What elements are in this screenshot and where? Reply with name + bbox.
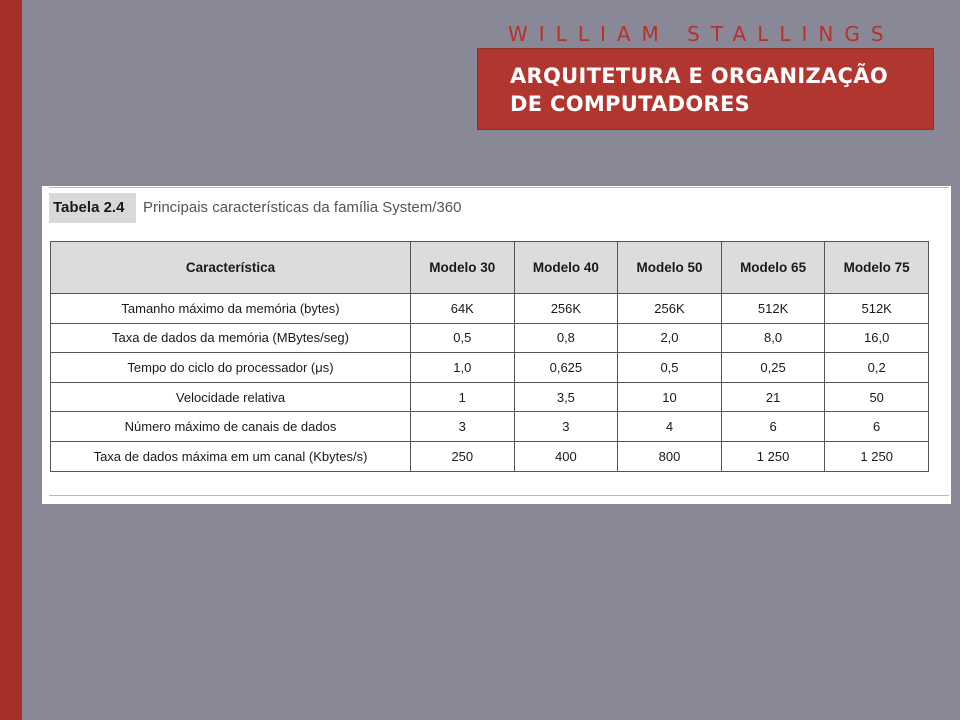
table-cell: 512K bbox=[721, 294, 825, 324]
book-title-line-1: ARQUITETURA E ORGANIZAÇÃO bbox=[510, 64, 888, 88]
table-cell: 4 bbox=[618, 412, 722, 442]
table-cell: 800 bbox=[618, 441, 722, 471]
author-name: WILLIAM STALLINGS bbox=[508, 22, 895, 46]
table-cell: 0,5 bbox=[618, 353, 722, 383]
table-cell: 1 bbox=[411, 382, 515, 412]
column-header: Modelo 65 bbox=[721, 242, 825, 294]
table-figure bbox=[42, 186, 951, 504]
table-row bbox=[51, 353, 929, 383]
table-cell: 21 bbox=[721, 382, 825, 412]
table-cell: 3 bbox=[514, 412, 618, 442]
table-cell: 512K bbox=[825, 294, 929, 324]
table-cell: 3 bbox=[411, 412, 515, 442]
table-caption: Principais características da família System/360 bbox=[143, 199, 462, 216]
table-cell: 0,2 bbox=[825, 353, 929, 383]
row-label: Taxa de dados máxima em um canal (Kbytes/s) bbox=[51, 441, 411, 471]
table-cell: 10 bbox=[618, 382, 722, 412]
table-cell: 2,0 bbox=[618, 323, 722, 353]
book-title-line-2: DE COMPUTADORES bbox=[510, 92, 751, 116]
table-cell: 0,25 bbox=[721, 353, 825, 383]
table-cell: 400 bbox=[514, 441, 618, 471]
table-cell: 64K bbox=[411, 294, 515, 324]
row-label: Velocidade relativa bbox=[51, 382, 411, 412]
column-header: Modelo 50 bbox=[618, 242, 722, 294]
table-cell: 256K bbox=[514, 294, 618, 324]
table-row bbox=[51, 441, 929, 471]
row-label: Tamanho máximo da memória (bytes) bbox=[51, 294, 411, 324]
table-header-row bbox=[51, 242, 929, 294]
row-label: Número máximo de canais de dados bbox=[51, 412, 411, 442]
specs-table bbox=[50, 241, 929, 472]
table-cell: 6 bbox=[825, 412, 929, 442]
table-cell: 256K bbox=[618, 294, 722, 324]
table-row bbox=[51, 323, 929, 353]
row-label: Tempo do ciclo do processador (μs) bbox=[51, 353, 411, 383]
column-header: Característica bbox=[51, 242, 411, 294]
column-header: Modelo 40 bbox=[514, 242, 618, 294]
column-header: Modelo 30 bbox=[411, 242, 515, 294]
table-cell: 50 bbox=[825, 382, 929, 412]
table-row bbox=[51, 382, 929, 412]
book-title-banner bbox=[477, 48, 934, 130]
figure-bottom-rule bbox=[49, 495, 949, 496]
table-row bbox=[51, 294, 929, 324]
table-cell: 0,8 bbox=[514, 323, 618, 353]
table-label: Tabela 2.4 bbox=[49, 193, 136, 223]
table-cell: 0,625 bbox=[514, 353, 618, 383]
table-cell: 8,0 bbox=[721, 323, 825, 353]
table-cell: 16,0 bbox=[825, 323, 929, 353]
table-row bbox=[51, 412, 929, 442]
left-accent-bar bbox=[0, 0, 22, 720]
table-cell: 3,5 bbox=[514, 382, 618, 412]
table-cell: 0,5 bbox=[411, 323, 515, 353]
table-cell: 1 250 bbox=[721, 441, 825, 471]
table-cell: 250 bbox=[411, 441, 515, 471]
column-header: Modelo 75 bbox=[825, 242, 929, 294]
table-cell: 1 250 bbox=[825, 441, 929, 471]
table-cell: 6 bbox=[721, 412, 825, 442]
figure-top-rule bbox=[49, 187, 949, 188]
row-label: Taxa de dados da memória (MBytes/seg) bbox=[51, 323, 411, 353]
table-cell: 1,0 bbox=[411, 353, 515, 383]
